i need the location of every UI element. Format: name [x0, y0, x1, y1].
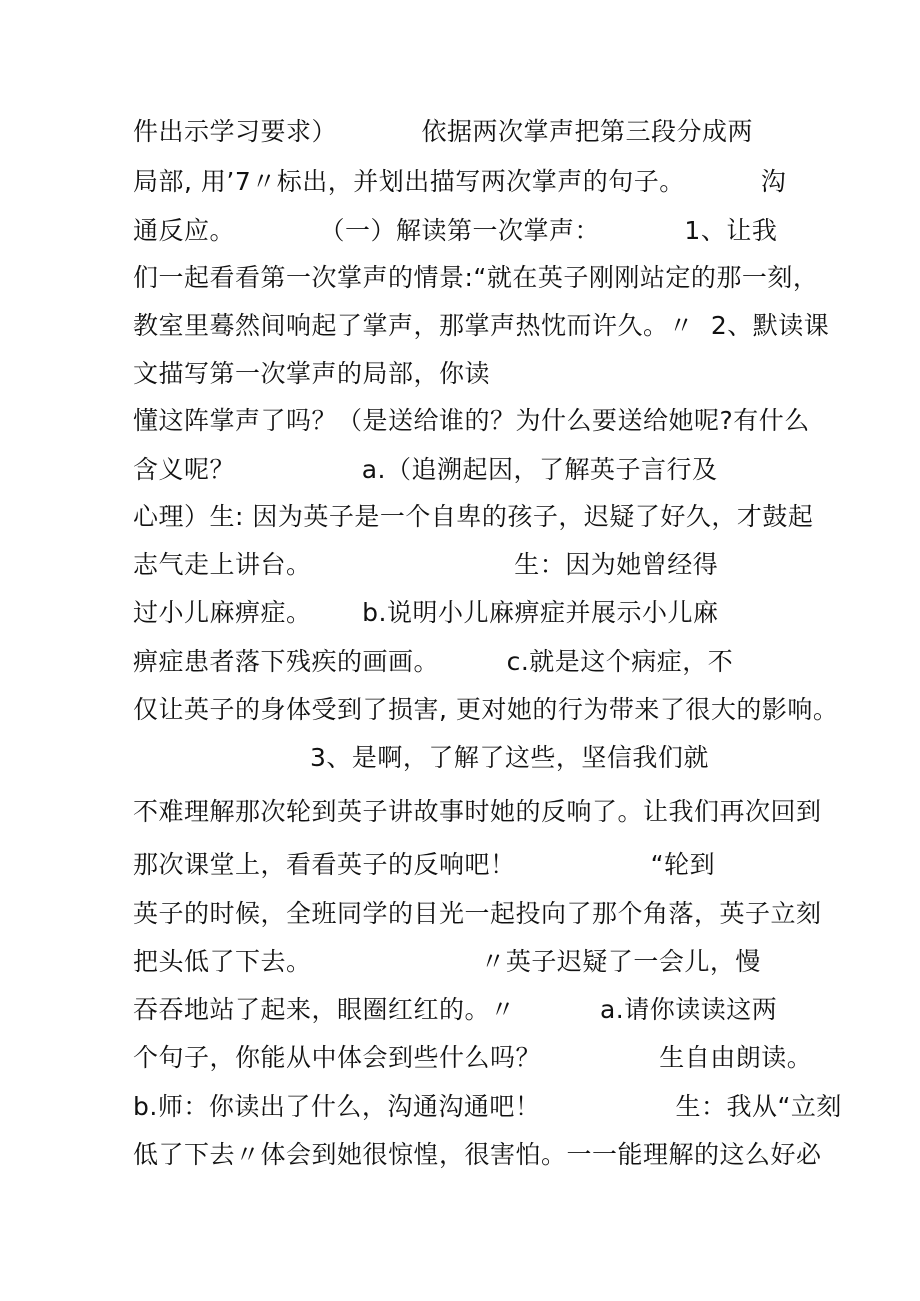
text-line: 教室里蓦然间响起了掌声，那掌声热忱而许久。〃 2、默读课: [133, 311, 830, 340]
text-line: 过小儿麻痹症。 b.说明小儿麻痹症并展示小儿麻: [133, 598, 719, 627]
text-line: 吞吞地站了起来，眼圈红红的。〃 a.请你读读这两: [133, 995, 778, 1024]
text-line: b.师：你读出了什么，沟通沟通吧！ 生：我从“立刻: [133, 1092, 842, 1121]
text-line: 懂这阵掌声了吗？（是送给谁的？为什么要送给她呢?有什么: [133, 406, 810, 435]
text-line: 那次课堂上，看看英子的反响吧！ “轮到: [133, 850, 716, 879]
text-line: 3、是啊，了解了这些，坚信我们就: [310, 743, 709, 772]
text-line: 通反应。 （一）解读第一次掌声： 1、让我: [133, 216, 778, 245]
text-line: 志气走上讲台。 生：因为她曾经得: [133, 550, 719, 579]
text-line: 痹症患者落下残疾的画画。 c.就是这个病症，不: [133, 647, 734, 676]
text-line: 仅让英子的身体受到了损害, 更对她的行为带来了很大的影响。: [133, 695, 839, 724]
text-line: 个句子，你能从中体会到些什么吗？ 生自由朗读。: [133, 1043, 813, 1072]
text-line: 文描写第一次掌声的局部，你读: [133, 359, 491, 388]
text-line: 低了下去〃体会到她很惊惶，很害怕。一一能理解的这么好必: [133, 1140, 822, 1169]
text-line: 件出示学习要求） 依据两次掌声把第三段分成两: [133, 117, 753, 146]
text-line: 含义呢？ a.（追溯起因，了解英子言行及: [133, 455, 718, 484]
text-line: 们一起看看第一次掌声的情景:“就在英子刚刚站定的那一刻，: [133, 263, 819, 292]
text-line: 不难理解那次轮到英子讲故事时她的反响了。让我们再次回到: [133, 797, 822, 826]
text-line: 局部, 用’7〃标出，并划出描写两次掌声的句子。 沟: [133, 167, 787, 196]
text-line: 英子的时候，全班同学的目光一起投向了那个角落，英子立刻: [133, 899, 822, 928]
text-line: 心理）生: 因为英子是一个自卑的孩子，迟疑了好久，才鼓起: [133, 502, 814, 531]
text-line: 把头低了下去。 〃英子迟疑了一会儿，慢: [133, 947, 761, 976]
